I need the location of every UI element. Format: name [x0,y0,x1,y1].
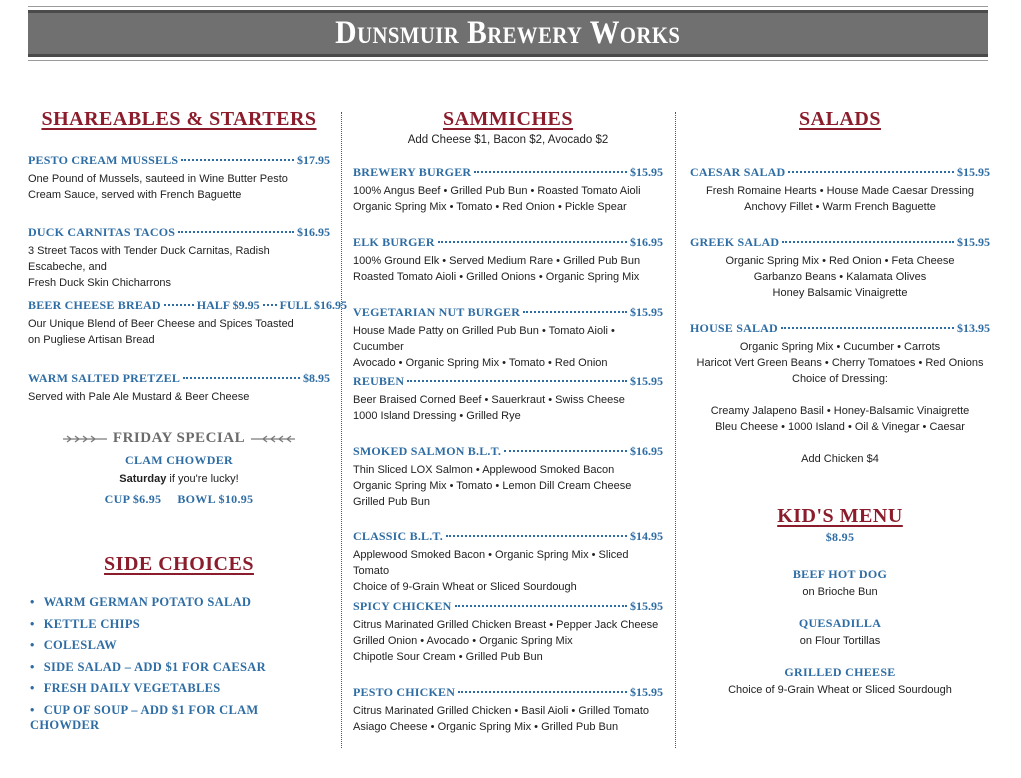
item-price-full: FULL $16.95 [279,298,348,312]
item-price: $15.95 [630,165,663,179]
leader-dots [263,304,277,306]
item-description: 100% Ground Elk • Served Medium Rare • Grilled Pub Bun Roasted Tomato Aioli • Grilled Onions • Organic Spring Mix [353,255,641,283]
leader-dots [781,327,954,329]
item-name: DUCK CARNITAS TACOS [28,225,176,239]
section-title-salads: SALADS [799,108,881,130]
leader-dots [181,159,294,161]
bowl-price: BOWL $10.95 [177,492,254,506]
list-item: • SIDE SALAD – ADD $1 FOR CAESAR [30,660,330,682]
menu-item [353,305,663,371]
banner-bottom-rule [28,60,988,61]
item-description: Choice of 9-Grain Wheat or Sliced Sourdough [728,684,952,696]
column-sammiches [353,90,663,750]
section-subtitle: Add Cheese $1, Bacon $2, Avocado $2 [407,134,609,146]
menu-item [353,529,663,595]
item-name: HOUSE SALAD [690,321,778,335]
list-item: • FRESH DAILY VEGETABLES [30,681,330,703]
item-name: CAESAR SALAD [690,165,786,179]
menu-item [353,235,663,285]
menu-item [690,321,990,467]
special-title: FRIDAY SPECIAL [112,430,246,446]
special-note: Saturday if you're lucky! [119,473,239,485]
menu-item [28,153,330,203]
list-item: • WARM GERMAN POTATO SALAD [30,595,330,617]
leader-dots [407,380,627,382]
item-price: $15.95 [957,165,990,179]
menu-item [690,235,990,301]
kids-item [690,567,990,600]
item-price: $15.95 [630,374,663,388]
item-description: Fresh Romaine Hearts • House Made Caesar Dressing Anchovy Fillet • Warm French Baguette [706,185,974,213]
menu-item [353,685,663,735]
item-price: $8.95 [303,371,330,385]
column-starters [28,90,348,740]
item-name: WARM SALTED PRETZEL [28,371,181,385]
leader-dots [164,304,194,306]
menu-item [690,165,990,215]
item-price: $15.95 [630,305,663,319]
leader-dots [183,377,300,379]
side-choices-list [30,595,330,732]
list-item: • KETTLE CHIPS [30,617,330,639]
item-name: PESTO CREAM MUSSELS [28,153,179,167]
section-title-sammiches: SAMMICHES [442,108,574,130]
item-price: $15.95 [630,599,663,613]
item-description: Beer Braised Corned Beef • Sauerkraut • Swiss Cheese 1000 Island Dressing • Grilled Rye [353,394,625,422]
item-name: SPICY CHICKEN [353,599,452,613]
column-divider-left [341,112,342,748]
leader-dots [504,450,627,452]
kids-menu [690,505,990,698]
leader-dots [446,535,627,537]
item-price: $15.95 [957,235,990,249]
item-description: Organic Spring Mix • Red Onion • Feta Cheese Garbanzo Beans • Kalamata Olives Honey Balsamic Vinaigrette [725,255,955,299]
item-description: Citrus Marinated Grilled Chicken • Basil Aioli • Grilled Tomato Asiago Cheese • Organic Spring Mix • Grilled Pub Bun [353,705,650,733]
wheat-ornament-icon [63,434,107,444]
column-divider-right [675,112,676,748]
item-name: PESTO CHICKEN [353,685,456,699]
item-description: Served with Pale Ale Mustard & Beer Cheese [28,391,250,403]
leader-dots [455,605,627,607]
item-price: $13.95 [957,321,990,335]
friday-special [28,430,330,508]
item-price-half: HALF $9.95 [196,298,260,312]
item-description: on Brioche Bun [802,586,878,598]
item-price: $16.95 [630,444,663,458]
item-name: GRILLED CHEESE [784,665,896,679]
menu-item [28,371,330,405]
item-price: $15.95 [630,685,663,699]
section-title-sides: SIDE CHOICES [104,553,254,575]
item-name: VEGETARIAN NUT BURGER [353,305,521,319]
item-name: BEEF HOT DOG [792,567,888,581]
item-name: REUBEN [353,374,405,388]
section-title-kids: KID'S MENU [777,505,903,527]
leader-dots [438,241,627,243]
item-name: QUESADILLA [798,616,882,630]
list-item: • COLESLAW [30,638,330,660]
banner-top-rule [28,6,988,7]
cup-price: CUP $6.95 [104,492,162,506]
item-name: ELK BURGER [353,235,435,249]
kids-item [690,616,990,649]
item-name: CLASSIC B.L.T. [353,529,443,543]
leader-dots [523,311,627,313]
item-description: on Flour Tortillas [799,635,881,647]
leader-dots [782,241,954,243]
item-price: $14.95 [630,529,663,543]
add-chicken-note: Add Chicken $4 [801,453,879,465]
wheat-ornament-icon [251,434,295,444]
leader-dots [474,171,627,173]
item-name: BREWERY BURGER [353,165,472,179]
menu-item [28,298,348,348]
special-prices [28,490,330,508]
item-description: Organic Spring Mix • Cucumber • Carrots Haricot Vert Green Beans • Cherry Tomatoes • Red Onions Choice of Dressing: [696,341,984,385]
leader-dots [458,691,627,693]
item-name: BEER CHEESE BREAD [28,298,161,312]
menu-item [353,444,663,510]
item-description: Thin Sliced LOX Salmon • Applewood Smoked Bacon Organic Spring Mix • Tomato • Lemon Dill Cream Cheese Grilled Pub Bun [353,464,632,508]
item-name: GREEK SALAD [690,235,780,249]
restaurant-title: Dunsmuir Brewery Works [335,15,681,51]
item-description: 3 Street Tacos with Tender Duck Carnitas, Radish Escabeche, and Fresh Duck Skin Chicharrons [28,245,270,289]
item-price: $16.95 [297,225,330,239]
item-price: $17.95 [297,153,330,167]
menu-item [28,225,330,291]
section-title-shareables: SHAREABLES & STARTERS [41,108,317,130]
column-salads [690,90,990,730]
menu-item [353,599,663,665]
item-description: Citrus Marinated Grilled Chicken Breast • Pepper Jack Cheese Grilled Onion • Avocado • Organic Spring Mix Chipotle Sour Cream • Grilled Pub Bun [353,619,659,663]
item-description: One Pound of Mussels, sauteed in Wine Butter Pesto Cream Sauce, served with French Baguette [28,173,288,201]
kids-item [690,665,990,698]
dressing-options: Creamy Jalapeno Basil • Honey-Balsamic Vinaigrette Bleu Cheese • 1000 Island • Oil & Vinegar • Caesar [710,405,970,433]
special-dish: CLAM CHOWDER [125,453,233,467]
leader-dots [178,231,294,233]
item-name: SMOKED SALMON B.L.T. [353,444,502,458]
item-description: 100% Angus Beef • Grilled Pub Bun • Roasted Tomato Aioli Organic Spring Mix • Tomato • Red Onion • Pickle Spear [353,185,641,213]
menu-item [353,165,663,215]
list-item: • CUP OF SOUP – ADD $1 FOR CLAM CHOWDER [30,703,330,725]
header-banner [28,10,988,57]
kids-price: $8.95 [825,530,855,544]
item-description: Our Unique Blend of Beer Cheese and Spices Toasted on Pugliese Artisan Bread [28,318,294,346]
leader-dots [788,171,954,173]
item-price: $16.95 [630,235,663,249]
menu-item [353,374,663,424]
item-description: Applewood Smoked Bacon • Organic Spring Mix • Sliced Tomato Choice of 9-Grain Wheat or Sliced Sourdough [353,549,629,593]
item-description: House Made Patty on Grilled Pub Bun • Tomato Aioli • Cucumber Avocado • Organic Spring Mix • Tomato • Red Onion [353,325,615,369]
